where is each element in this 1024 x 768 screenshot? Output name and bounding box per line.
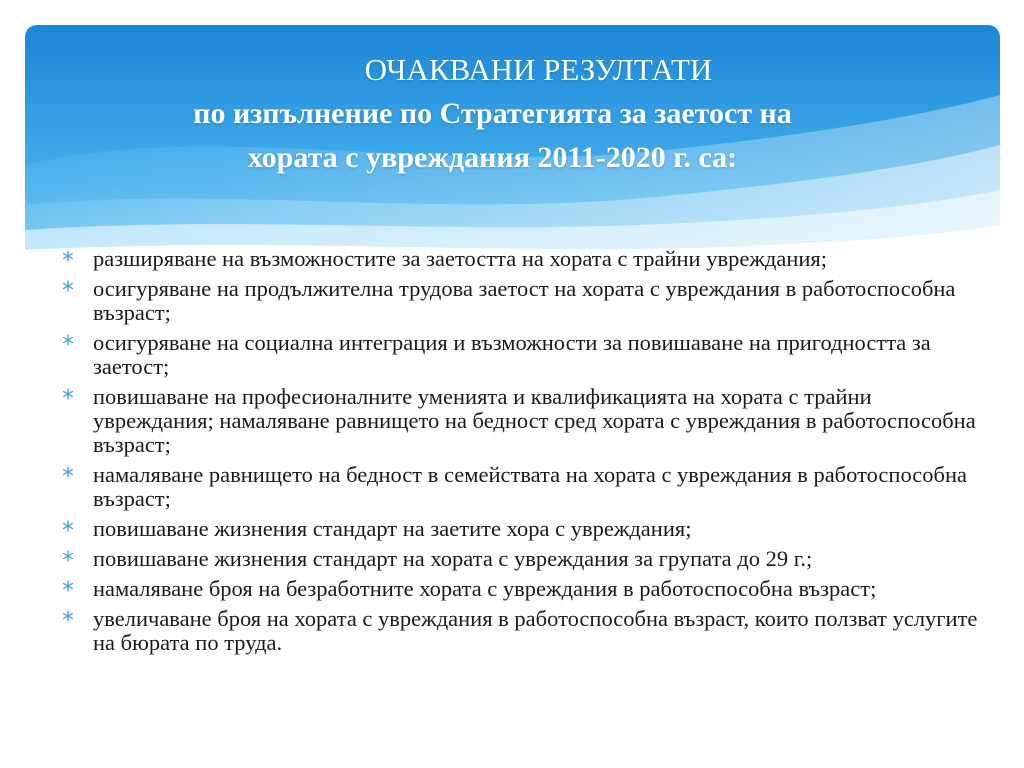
results-list (62, 247, 992, 661)
title-subheading-line-1: по изпълнение по Стратегията за заетост на (193, 97, 792, 130)
list-item-text: осигуряване на социална интеграция и възможности за повишаване на пригодността за заетост; (93, 330, 931, 379)
asterisk-icon (62, 466, 74, 478)
list-item (62, 385, 992, 457)
list-item-text: повишаване жизнения стандарт на заетите хора с увреждания; (93, 516, 692, 541)
asterisk-icon (62, 280, 74, 292)
list-item-text: повишаване жизнения стандарт на хората с увреждания за групата до 29 г.; (93, 546, 813, 571)
list-item-text: разширяване на възможностите за заетостта на хората с трайни увреждания; (93, 246, 827, 271)
list-item (62, 517, 992, 541)
list-item (62, 247, 992, 271)
asterisk-icon (62, 334, 74, 346)
list-item-text: увеличаване броя на хората с увреждания в работоспособна възраст, които ползват услугите на бюрата по труда. (93, 606, 978, 655)
list-item-text: намаляване броя на безработните хората с увреждания в работоспособна възраст; (93, 576, 877, 601)
list-item (62, 331, 992, 379)
list-item (62, 547, 992, 571)
list-item-text: повишаване на професионалните уменията и квалификацията на хората с трайни увреждания; намаляване равнището на бедност сред хората с увреждания в работоспособна възраст; (93, 384, 976, 457)
title-heading: ОЧАКВАНИ РЕЗУЛТАТИ (364, 52, 713, 87)
asterisk-icon (62, 580, 74, 592)
list-item (62, 277, 992, 325)
asterisk-icon (62, 520, 74, 532)
asterisk-icon (62, 250, 74, 262)
list-item (62, 577, 992, 601)
list-item-text: намаляване равнището на бедност в семействата на хората с увреждания в работоспособна възраст; (93, 462, 967, 511)
list-item (62, 463, 992, 511)
list-item-text: осигуряване на продължителна трудова заетост на хората с увреждания в работоспособна възраст; (93, 276, 956, 325)
asterisk-icon (62, 610, 74, 622)
slide-title (25, 48, 1000, 180)
list-item (62, 607, 992, 655)
asterisk-icon (62, 550, 74, 562)
asterisk-icon (62, 388, 74, 400)
title-subheading-line-2: хората с увреждания 2011-2020 г. са: (247, 141, 738, 174)
